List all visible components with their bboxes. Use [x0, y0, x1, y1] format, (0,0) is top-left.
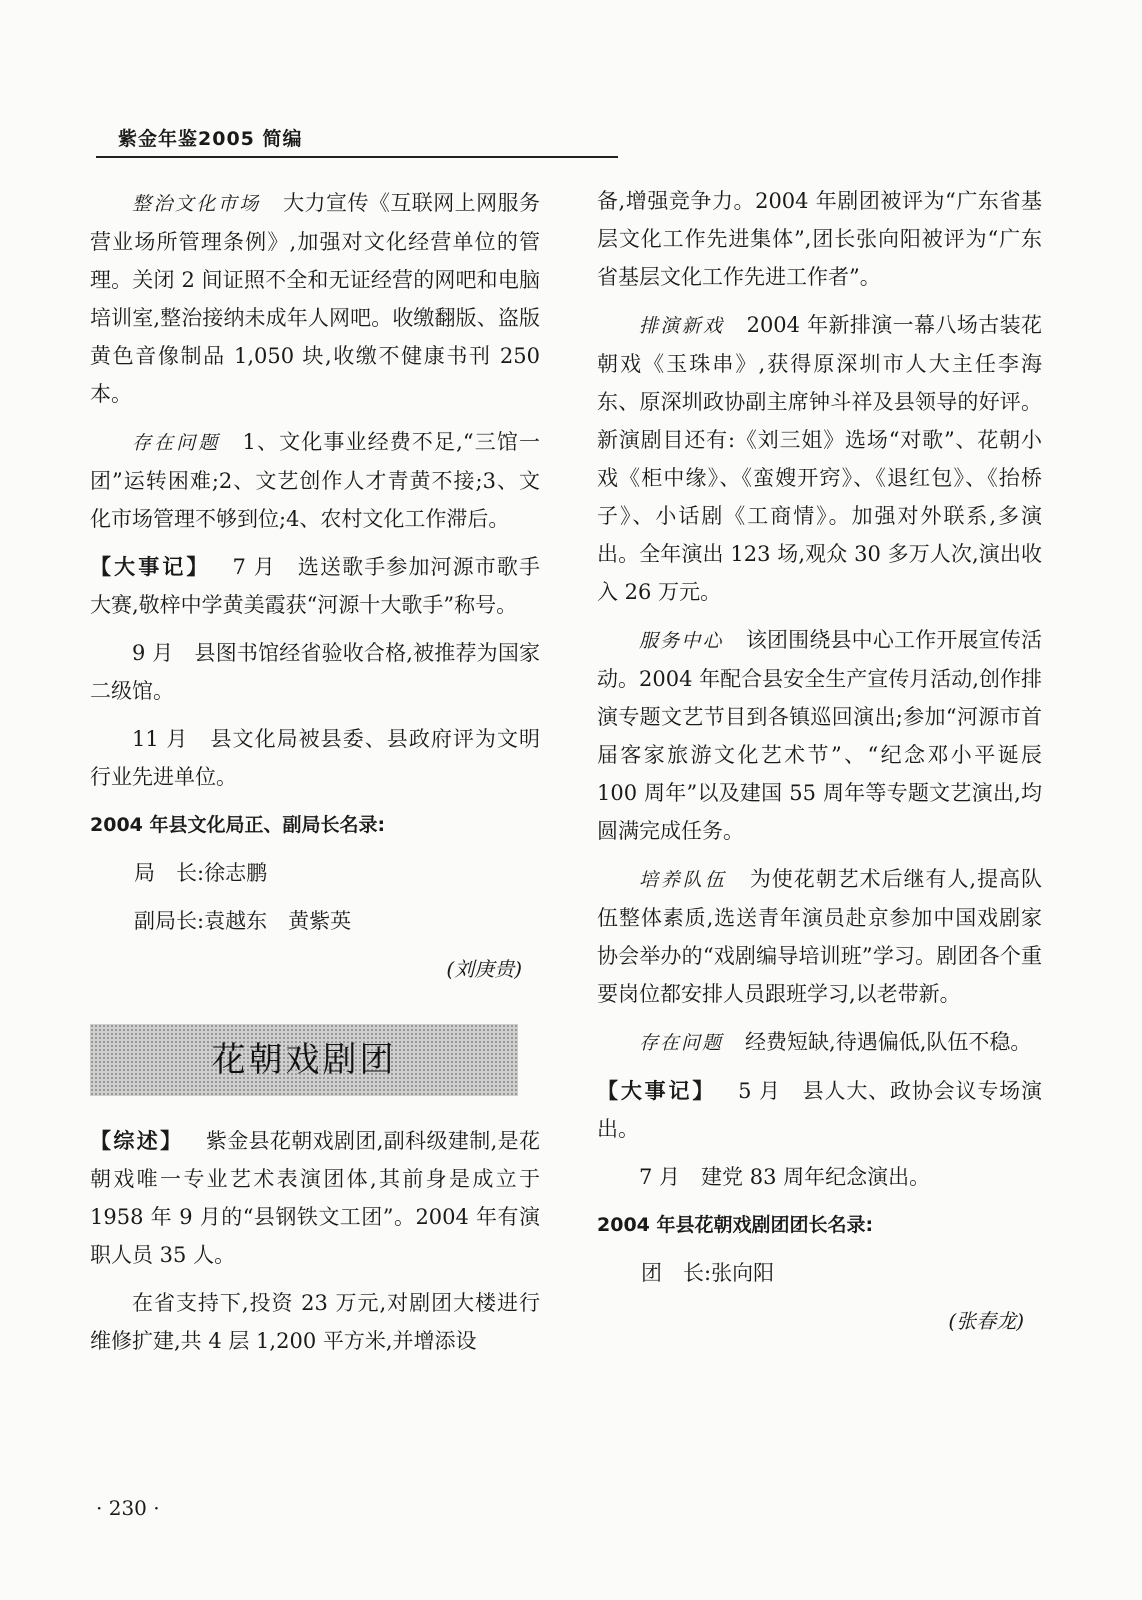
paragraph-text: 7 月 选送歌手参加河源市歌手大赛,敬梓中学黄美霞获“河源十大歌手”称号。	[90, 555, 540, 617]
paragraph-text: 5 月 县人大、政协会议专场演出。	[597, 1079, 1042, 1141]
paragraph-events-july	[90, 548, 540, 624]
paragraph-text: 该团围绕县中心工作开展宣传活动。2004 年配合县安全生产宣传月活动,创作排演专题文艺节目到各镇巡回演出;参加“河源市首届客家旅游文化艺术节”、“纪念邓小平诞辰 100 周年”以及建国 55 周年等专题文艺演出,均圆满完成任务。	[597, 628, 1042, 843]
paragraph-culture-market	[90, 184, 540, 413]
paragraph-text: 大力宣传《互联网上网服务营业场所管理条例》,加强对文化经营单位的管理。关闭 2 间证照不全和无证经营的网吧和电脑培训室,整治接纳未成年人网吧。收缴翻版、盗版黄色音像制品 1,050 块,收缴不健康书刊 250 本。	[90, 191, 540, 406]
keyword-heading: 培养队伍	[639, 869, 727, 891]
paragraph-service-center	[597, 621, 1042, 850]
right-column	[597, 182, 1042, 1350]
list-item: 局 长:徐志鹏	[134, 861, 268, 885]
paragraph-awards: 备,增强竞争力。2004 年剧团被评为“广东省基层文化工作先进集体”,团长张向阳被评为“广东省基层文化工作先进工作者”。	[597, 189, 1042, 289]
paragraph-events-july: 7 月 建党 83 周年纪念演出。	[639, 1165, 931, 1189]
paragraph-problems	[597, 1023, 1042, 1062]
paragraph-overview	[90, 1122, 540, 1274]
paragraph-text: 2004 年新排演一幕八场古装花朝戏《玉珠串》,获得原深圳市人大主任李海东、原深圳政协副主席钟斗祥及县领导的好评。新演剧目还有:《刘三姐》选场“对歌”、花朝小戏《柜中缘》、《蛮嫂开窍》、《退红包》、《抬桥子》、小话剧《工商情》。加强对外联系,多演出。全年演出 123 场,观众 30 多万人次,演出收入 26 万元。	[597, 313, 1042, 604]
keyword-heading: 存在问题	[639, 1032, 724, 1054]
list-item: 副局长:袁越东 黄紫英	[134, 909, 352, 933]
paragraph-training	[597, 860, 1042, 1013]
keyword-heading: 整治文化市场	[132, 193, 261, 215]
paragraph-events-september: 9 月 县图书馆经省验收合格,被推荐为国家二级馆。	[90, 641, 540, 703]
left-column	[90, 184, 540, 1370]
list-item: 团 长:张向阳	[641, 1261, 775, 1285]
paragraph-text: 经费短缺,待遇偏低,队伍不稳。	[745, 1030, 1032, 1054]
paragraph-events-november: 11 月 县文化局被县委、县政府评为文明行业先进单位。	[90, 727, 540, 789]
running-title: 紫金年鉴2005 简编	[118, 128, 303, 150]
bracket-heading: 【综述】	[90, 1129, 184, 1153]
section-banner	[90, 1024, 518, 1096]
author-signature: (刘庚贵)	[446, 957, 522, 981]
author-signature: (张春龙)	[948, 1309, 1024, 1333]
keyword-heading: 服务中心	[639, 630, 724, 652]
paragraph-text: 紫金县花朝戏剧团,副科级建制,是花朝戏唯一专业艺术表演团体,其前身是成立于 1958 年 9 月的“县钢铁文工团”。2004 年有演职人员 35 人。	[90, 1129, 541, 1267]
paragraph-new-plays	[597, 306, 1042, 611]
header-rule	[96, 156, 618, 158]
keyword-heading: 排演新戏	[639, 315, 725, 337]
bracket-heading: 【大事记】	[90, 555, 211, 579]
keyword-heading: 存在问题	[132, 432, 221, 454]
paragraph-text: 1、文化事业经费不足,“三馆一团”运转困难;2、文艺创作人才青黄不接;3、文化市场管理不够到位;4、农村文化工作滞后。	[90, 430, 540, 531]
list-title: 2004 年县文化局正、副局长名录:	[90, 814, 386, 836]
paragraph-problems	[90, 423, 540, 538]
paragraph-text: 为使花朝艺术后继有人,提高队伍整体素质,选送青年演员赴京参加中国戏剧家协会举办的“戏剧编导培训班”学习。剧团各个重要岗位都安排人员跟班学习,以老带新。	[597, 867, 1042, 1006]
paragraph-renovation: 在省支持下,投资 23 万元,对剧团大楼进行维修扩建,共 4 层 1,200 平方米,并增添设	[90, 1291, 540, 1353]
paragraph-events-may	[597, 1072, 1042, 1148]
section-title: 花朝戏剧团	[211, 1040, 397, 1080]
bracket-heading: 【大事记】	[597, 1079, 717, 1103]
list-title: 2004 年县花朝戏剧团团长名录:	[597, 1214, 874, 1236]
page-number: · 230 ·	[96, 1496, 160, 1520]
